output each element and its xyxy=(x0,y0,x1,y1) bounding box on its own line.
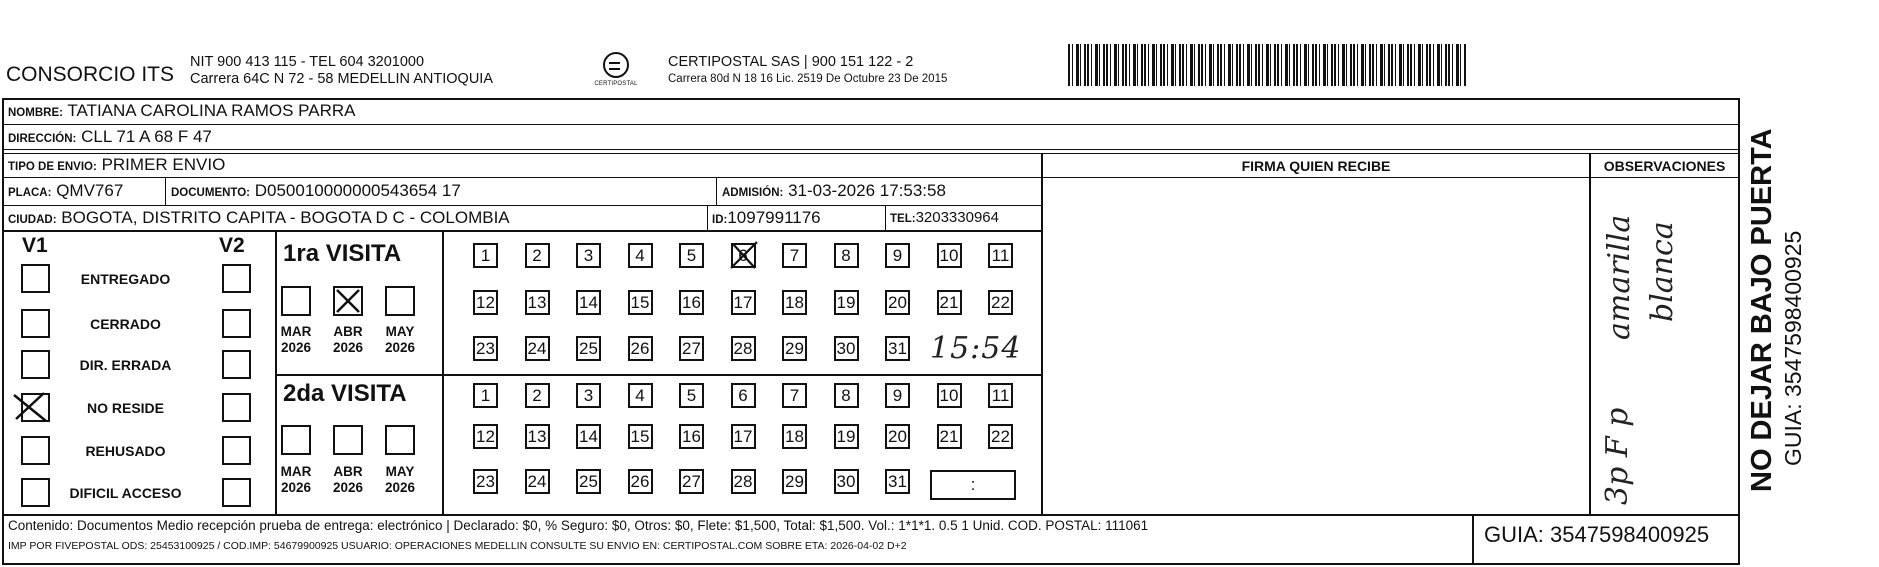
month-name: MAY xyxy=(385,464,415,479)
frame-bottom xyxy=(2,563,1740,565)
day-box[interactable]: 13 xyxy=(525,424,550,449)
day-box[interactable]: 27 xyxy=(679,336,704,361)
frame-right xyxy=(1738,98,1740,565)
day-box[interactable]: 8 xyxy=(834,383,859,408)
v1-checkbox[interactable] xyxy=(21,478,50,507)
day-box[interactable]: 29 xyxy=(782,469,807,494)
month-label xyxy=(377,464,423,496)
documento-value: D050010000000543654 17 xyxy=(254,181,461,200)
admision-divider xyxy=(716,178,717,206)
month-label xyxy=(325,324,371,356)
footer-divider xyxy=(1472,514,1474,565)
v1-checkbox[interactable] xyxy=(21,264,50,293)
day-box[interactable]: 17 xyxy=(731,290,756,315)
day-box[interactable]: 9 xyxy=(885,243,910,268)
month-name: MAR xyxy=(280,464,312,479)
day-box[interactable]: 12 xyxy=(473,424,498,449)
visit-col-right xyxy=(442,232,444,514)
month-checkbox[interactable] xyxy=(333,425,363,455)
firma-header: FIRMA QUIEN RECIBE xyxy=(1241,158,1391,174)
status-option-label: NO RESIDE xyxy=(86,400,164,416)
barcode xyxy=(1068,44,1466,86)
obs-handwriting-3: 3p F p xyxy=(1600,407,1635,505)
nombre-row xyxy=(8,101,356,121)
v2-checkbox[interactable] xyxy=(222,350,251,379)
day-box[interactable]: 17 xyxy=(731,424,756,449)
day-box[interactable]: 7 xyxy=(782,243,807,268)
day-box[interactable]: 2 xyxy=(525,383,550,408)
status-option-label: REHUSADO xyxy=(85,443,166,459)
month-name: ABR xyxy=(333,464,363,479)
v1-checkbox[interactable] xyxy=(21,436,50,465)
no-dejar-warning: NO DEJAR BAJO PUERTA xyxy=(1746,128,1778,492)
check-x-icon xyxy=(333,286,363,316)
day-box[interactable]: 14 xyxy=(576,290,601,315)
day-box[interactable]: 20 xyxy=(885,290,910,315)
v2-checkbox[interactable] xyxy=(222,264,251,293)
day-box[interactable]: 15 xyxy=(628,290,653,315)
postal-address: Carrera 80d N 18 16 Lic. 2519 De Octubre 23 De 2015 xyxy=(668,73,948,85)
check-x-icon xyxy=(727,238,761,272)
month-year: 2026 xyxy=(332,340,364,355)
day-box[interactable]: 6 xyxy=(731,383,756,408)
time-first-value: 15:54 xyxy=(930,331,1022,366)
day-box[interactable]: 22 xyxy=(988,290,1013,315)
direccion-label: DIRECCIÓN: xyxy=(8,133,77,145)
placa-value: QMV767 xyxy=(56,181,124,200)
footer-line xyxy=(2,514,1740,516)
day-box[interactable]: 2 xyxy=(525,243,550,268)
first-visit-title: 1ra VISITA xyxy=(283,240,402,267)
day-box[interactable]: 20 xyxy=(885,424,910,449)
month-label xyxy=(325,464,371,496)
day-box[interactable]: 19 xyxy=(834,424,859,449)
v1-checkbox[interactable] xyxy=(21,309,50,338)
direccion-row xyxy=(8,127,212,147)
month-name: ABR xyxy=(333,324,363,339)
day-box[interactable]: 16 xyxy=(679,424,704,449)
row-line-2 xyxy=(2,149,1740,150)
day-box[interactable]: 27 xyxy=(679,469,704,494)
v2-label: V2 xyxy=(219,234,245,257)
day-box[interactable]: 24 xyxy=(525,336,550,361)
row-line-2b xyxy=(2,153,1740,154)
day-box[interactable]: 31 xyxy=(885,469,910,494)
status-option-label: DIR. ERRADA xyxy=(79,357,172,373)
day-box[interactable]: 3 xyxy=(576,383,601,408)
placa-divider xyxy=(165,178,166,206)
day-box[interactable]: 30 xyxy=(834,336,859,361)
v2-checkbox[interactable] xyxy=(222,436,251,465)
month-checkbox[interactable] xyxy=(281,425,311,455)
direccion-value: CLL 71 A 68 F 47 xyxy=(81,127,212,146)
tipo-row xyxy=(8,155,225,175)
day-box[interactable]: 1 xyxy=(473,383,498,408)
month-year: 2026 xyxy=(280,480,312,495)
v2-checkbox[interactable] xyxy=(222,478,251,507)
day-box[interactable]: 18 xyxy=(782,290,807,315)
day-box[interactable]: 23 xyxy=(473,336,498,361)
obs-handwriting-2: blanca xyxy=(1645,221,1680,322)
day-box[interactable]: 31 xyxy=(885,336,910,361)
side-guia: GUIA: 3547598400925 xyxy=(1780,230,1806,466)
day-box[interactable]: 15 xyxy=(628,424,653,449)
day-box[interactable]: 29 xyxy=(782,336,807,361)
day-box[interactable]: 21 xyxy=(937,290,962,315)
day-box[interactable]: 7 xyxy=(782,383,807,408)
nombre-value: TATIANA CAROLINA RAMOS PARRA xyxy=(67,101,356,120)
month-label xyxy=(273,464,319,496)
postal-name: CERTIPOSTAL SAS | 900 151 122 - 2 xyxy=(668,54,914,70)
day-box[interactable]: 5 xyxy=(679,243,704,268)
id-label: ID: xyxy=(712,214,728,226)
footer-meta: IMP POR FIVEPOSTAL ODS: 25453100925 / COD.IMP: 54679900925 USUARIO: OPERACIONES MEDELLIN CONSULTE SU ENVIO EN: CERTIPOSTAL.COM SOBRE ETA: 2026-04-02 D+2 xyxy=(8,540,907,552)
month-checkbox[interactable] xyxy=(281,286,311,316)
tel-divider xyxy=(885,206,886,230)
day-box[interactable]: 18 xyxy=(782,424,807,449)
placa-row xyxy=(8,181,123,201)
ciudad-row xyxy=(8,208,510,228)
placa-label: PLACA: xyxy=(8,187,52,199)
month-year: 2026 xyxy=(332,480,364,495)
month-label xyxy=(377,324,423,356)
col-firma-left xyxy=(1041,153,1043,514)
month-year: 2026 xyxy=(280,340,312,355)
day-box[interactable]: 26 xyxy=(628,336,653,361)
day-box[interactable]: 24 xyxy=(525,469,550,494)
v1-checkbox[interactable] xyxy=(21,350,50,379)
v1-label: V1 xyxy=(22,234,48,257)
day-box[interactable]: 4 xyxy=(628,243,653,268)
day-box[interactable]: 16 xyxy=(679,290,704,315)
month-label xyxy=(273,324,319,356)
day-box[interactable]: 12 xyxy=(473,290,498,315)
day-box[interactable]: 22 xyxy=(988,424,1013,449)
day-box[interactable]: 26 xyxy=(628,469,653,494)
month-name: MAY xyxy=(385,324,415,339)
col-header-line xyxy=(1043,177,1740,178)
second-visit-title: 2da VISITA xyxy=(283,380,407,407)
month-checkbox[interactable] xyxy=(385,425,415,455)
logo-text: CERTIPOSTAL xyxy=(594,81,638,87)
company-nit-tel: NIT 900 413 115 - TEL 604 3201000 xyxy=(190,54,425,70)
row-line-3 xyxy=(2,177,1043,178)
day-box[interactable]: 10 xyxy=(937,383,962,408)
col-obs-left xyxy=(1589,153,1591,514)
day-box[interactable]: 1 xyxy=(473,243,498,268)
visit-separator xyxy=(275,374,1041,376)
row-line-4 xyxy=(2,205,1043,206)
month-year: 2026 xyxy=(384,340,416,355)
day-box[interactable]: 13 xyxy=(525,290,550,315)
id-value: 1097991176 xyxy=(727,208,821,227)
day-box[interactable]: 21 xyxy=(937,424,962,449)
time-first-box[interactable] xyxy=(930,331,1022,366)
admision-label: ADMISIÓN: xyxy=(722,187,784,199)
row-line-1 xyxy=(2,124,1740,125)
ciudad-label: CIUDAD: xyxy=(8,214,57,226)
check-x-icon xyxy=(10,389,50,425)
admision-row xyxy=(722,181,946,201)
day-box[interactable]: 30 xyxy=(834,469,859,494)
status-option-label: ENTREGADO xyxy=(80,271,171,287)
documento-row xyxy=(171,181,461,201)
logo-mark-icon xyxy=(603,52,629,78)
day-box[interactable]: 14 xyxy=(576,424,601,449)
day-box[interactable]: 28 xyxy=(731,469,756,494)
v2-checkbox[interactable] xyxy=(222,393,251,422)
day-box[interactable]: 8 xyxy=(834,243,859,268)
tel-label: TEL: xyxy=(890,213,916,225)
certipostal-logo xyxy=(585,52,647,87)
status-option-label: CERRADO xyxy=(90,316,161,332)
frame-top xyxy=(2,98,1740,100)
day-box[interactable]: 19 xyxy=(834,290,859,315)
tel-value: 3203330964 xyxy=(915,209,999,226)
company-address: Carrera 64C N 72 - 58 MEDELLIN ANTIOQUIA xyxy=(190,71,493,87)
tel-row xyxy=(890,209,999,226)
documento-label: DOCUMENTO: xyxy=(171,187,251,199)
admision-value: 31-03-2026 17:53:58 xyxy=(788,181,946,200)
frame-left xyxy=(2,98,4,565)
v2-checkbox[interactable] xyxy=(222,309,251,338)
day-box[interactable]: 11 xyxy=(988,243,1013,268)
day-box[interactable]: 6 xyxy=(731,243,756,268)
day-box[interactable]: 4 xyxy=(628,383,653,408)
day-box[interactable]: 3 xyxy=(576,243,601,268)
day-box[interactable]: 28 xyxy=(731,336,756,361)
time-second-box[interactable]: : xyxy=(930,470,1016,500)
id-divider xyxy=(707,206,708,230)
observaciones-header: OBSERVACIONES xyxy=(1603,158,1726,174)
tipo-value: PRIMER ENVIO xyxy=(101,155,226,174)
footer-guia: GUIA: 3547598400925 xyxy=(1484,522,1710,547)
id-row xyxy=(712,208,821,228)
nombre-label: NOMBRE: xyxy=(8,107,63,119)
tipo-label: TIPO DE ENVIO: xyxy=(8,161,97,173)
day-box[interactable]: 9 xyxy=(885,383,910,408)
obs-handwriting-1: amarilla xyxy=(1602,214,1637,340)
postal-info xyxy=(668,54,947,88)
day-box[interactable]: 25 xyxy=(576,336,601,361)
status-option-label: DIFICIL ACCESO xyxy=(69,485,182,501)
footer-content: Contenido: Documentos Medio recepción prueba de entrega: electrónico | Declarado: $0, % Seguro: $0, Otros: $0, Flete: $1,500, Total: $1,500. Vol.: 1*1*1. 0.5 1 Unid. COD. POSTAL: 111061 xyxy=(8,518,1149,533)
day-box[interactable]: 5 xyxy=(679,383,704,408)
month-checkbox[interactable] xyxy=(385,286,415,316)
company-info xyxy=(190,54,493,88)
month-year: 2026 xyxy=(384,480,416,495)
day-box[interactable]: 25 xyxy=(576,469,601,494)
row-line-5 xyxy=(2,230,1043,232)
day-box[interactable]: 10 xyxy=(937,243,962,268)
company-name: CONSORCIO ITS xyxy=(6,63,175,86)
day-box[interactable]: 23 xyxy=(473,469,498,494)
month-name: MAR xyxy=(280,324,312,339)
ciudad-value: BOGOTA, DISTRITO CAPITA - BOGOTA D C - COLOMBIA xyxy=(61,208,510,227)
day-box[interactable]: 11 xyxy=(988,383,1013,408)
